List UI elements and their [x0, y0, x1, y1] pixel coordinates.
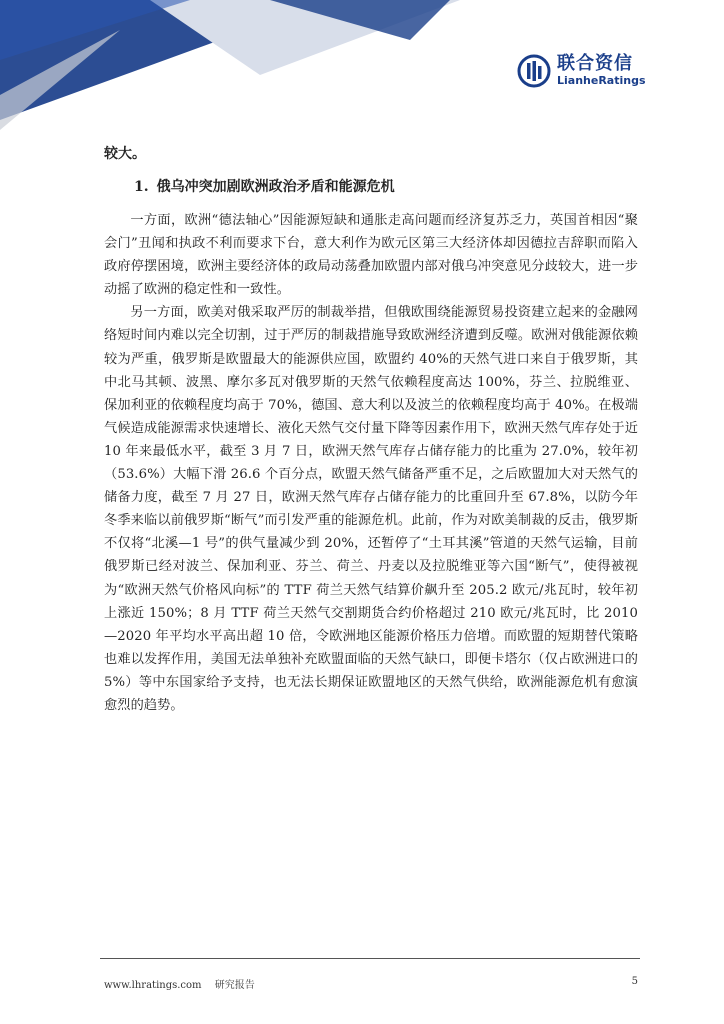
section-title: 俄乌冲突加剧欧洲政治矛盾和能源危机 — [156, 179, 395, 195]
page-number: 5 — [631, 976, 638, 987]
section-heading — [134, 177, 638, 197]
page-footer — [104, 976, 638, 991]
brand-name-cn: 联合资信 — [557, 53, 633, 74]
brand-name-en: LianheRatings — [557, 74, 646, 87]
lianhe-logo-icon — [517, 54, 551, 88]
paragraph: 另一方面，欧美对俄采取严厉的制裁举措，但俄欧围绕能源贸易投资建立起来的金融网络短时间内难以完全切割，过于严厉的制裁措施导致欧洲经济遭到反噬。欧洲对俄能源依赖较为严重，俄罗斯是欧盟最大的能源供应国，欧盟约 40%的天然气进口来自于俄罗斯，其中北马其顿、波黑、摩尔多瓦对俄罗斯的天然气依赖程度高达 100%，芬兰、拉脱维亚、保加利亚的依赖程度均高于 70%，德国、意大利以及波兰的依赖程度均高于 40%。在极端气候造成能源需求快速增长、液化天然气交付量下降等因素作用下，欧洲天然气库存处于近 10 年来最低水平，截至 3 月 7 日，欧洲天然气库存占储存能力的比重为 27.0%，较年初（53.6%）大幅下滑 26.6 个百分点，欧盟天然气储备严重不足，之后欧盟加大对天然气的储备力度，截至 7 月 27 日，欧洲天然气库存占储存能力的比重回升至 67.8%，以防今年冬季来临以前俄罗斯“断气”而引发严重的能源危机。此前，作为对欧美制裁的反击，俄罗斯不仅将“北溪—1 号”的供气量减少到 20%，还暂停了“土耳其溪”管道的天然气运输，目前俄罗斯已经对波兰、保加利亚、芬兰、荷兰、丹麦以及拉脱维亚等六国“断气”，使得被视为“欧洲天然气价格风向标”的 TTF 荷兰天然气结算价飙升至 205.2 欧元/兆瓦时，较年初上涨近 150%；8 月 TTF 荷兰天然气交割期货合约价格超过 210 欧元/兆瓦时，比 2010—2020 年平均水平高出超 10 倍，令欧洲地区能源价格压力倍增。而欧盟的短期替代策略也难以发挥作用，美国无法单独补充欧盟面临的天然气缺口，即便卡塔尔（仅占欧洲进口的 5%）等中东国家给予支持，也无法长期保证欧盟地区的天然气供给，欧洲能源危机有愈演愈烈的趋势。 — [104, 305, 638, 713]
footer-divider — [100, 958, 640, 959]
lead-text: 较大。 — [104, 146, 146, 162]
document-body — [104, 144, 638, 717]
paragraph: 一方面，欧洲“德法轴心”因能源短缺和通胀走高问题而经济复苏乏力，英国首相因“聚会门”丑闻和执政不利而要求下台，意大利作为欧元区第三大经济体却因德拉吉辞职而陷入政府停摆困境，欧洲主要经济体的政局动荡叠加欧盟内部对俄乌冲突意见分歧较大，进一步动摇了欧洲的稳定性和一致性。 — [104, 213, 638, 298]
section-number: 1. — [134, 179, 149, 195]
footer-website: www.lhratings.com — [104, 980, 202, 991]
brand-logo — [517, 54, 646, 88]
footer-doc-type: 研究报告 — [214, 980, 255, 991]
